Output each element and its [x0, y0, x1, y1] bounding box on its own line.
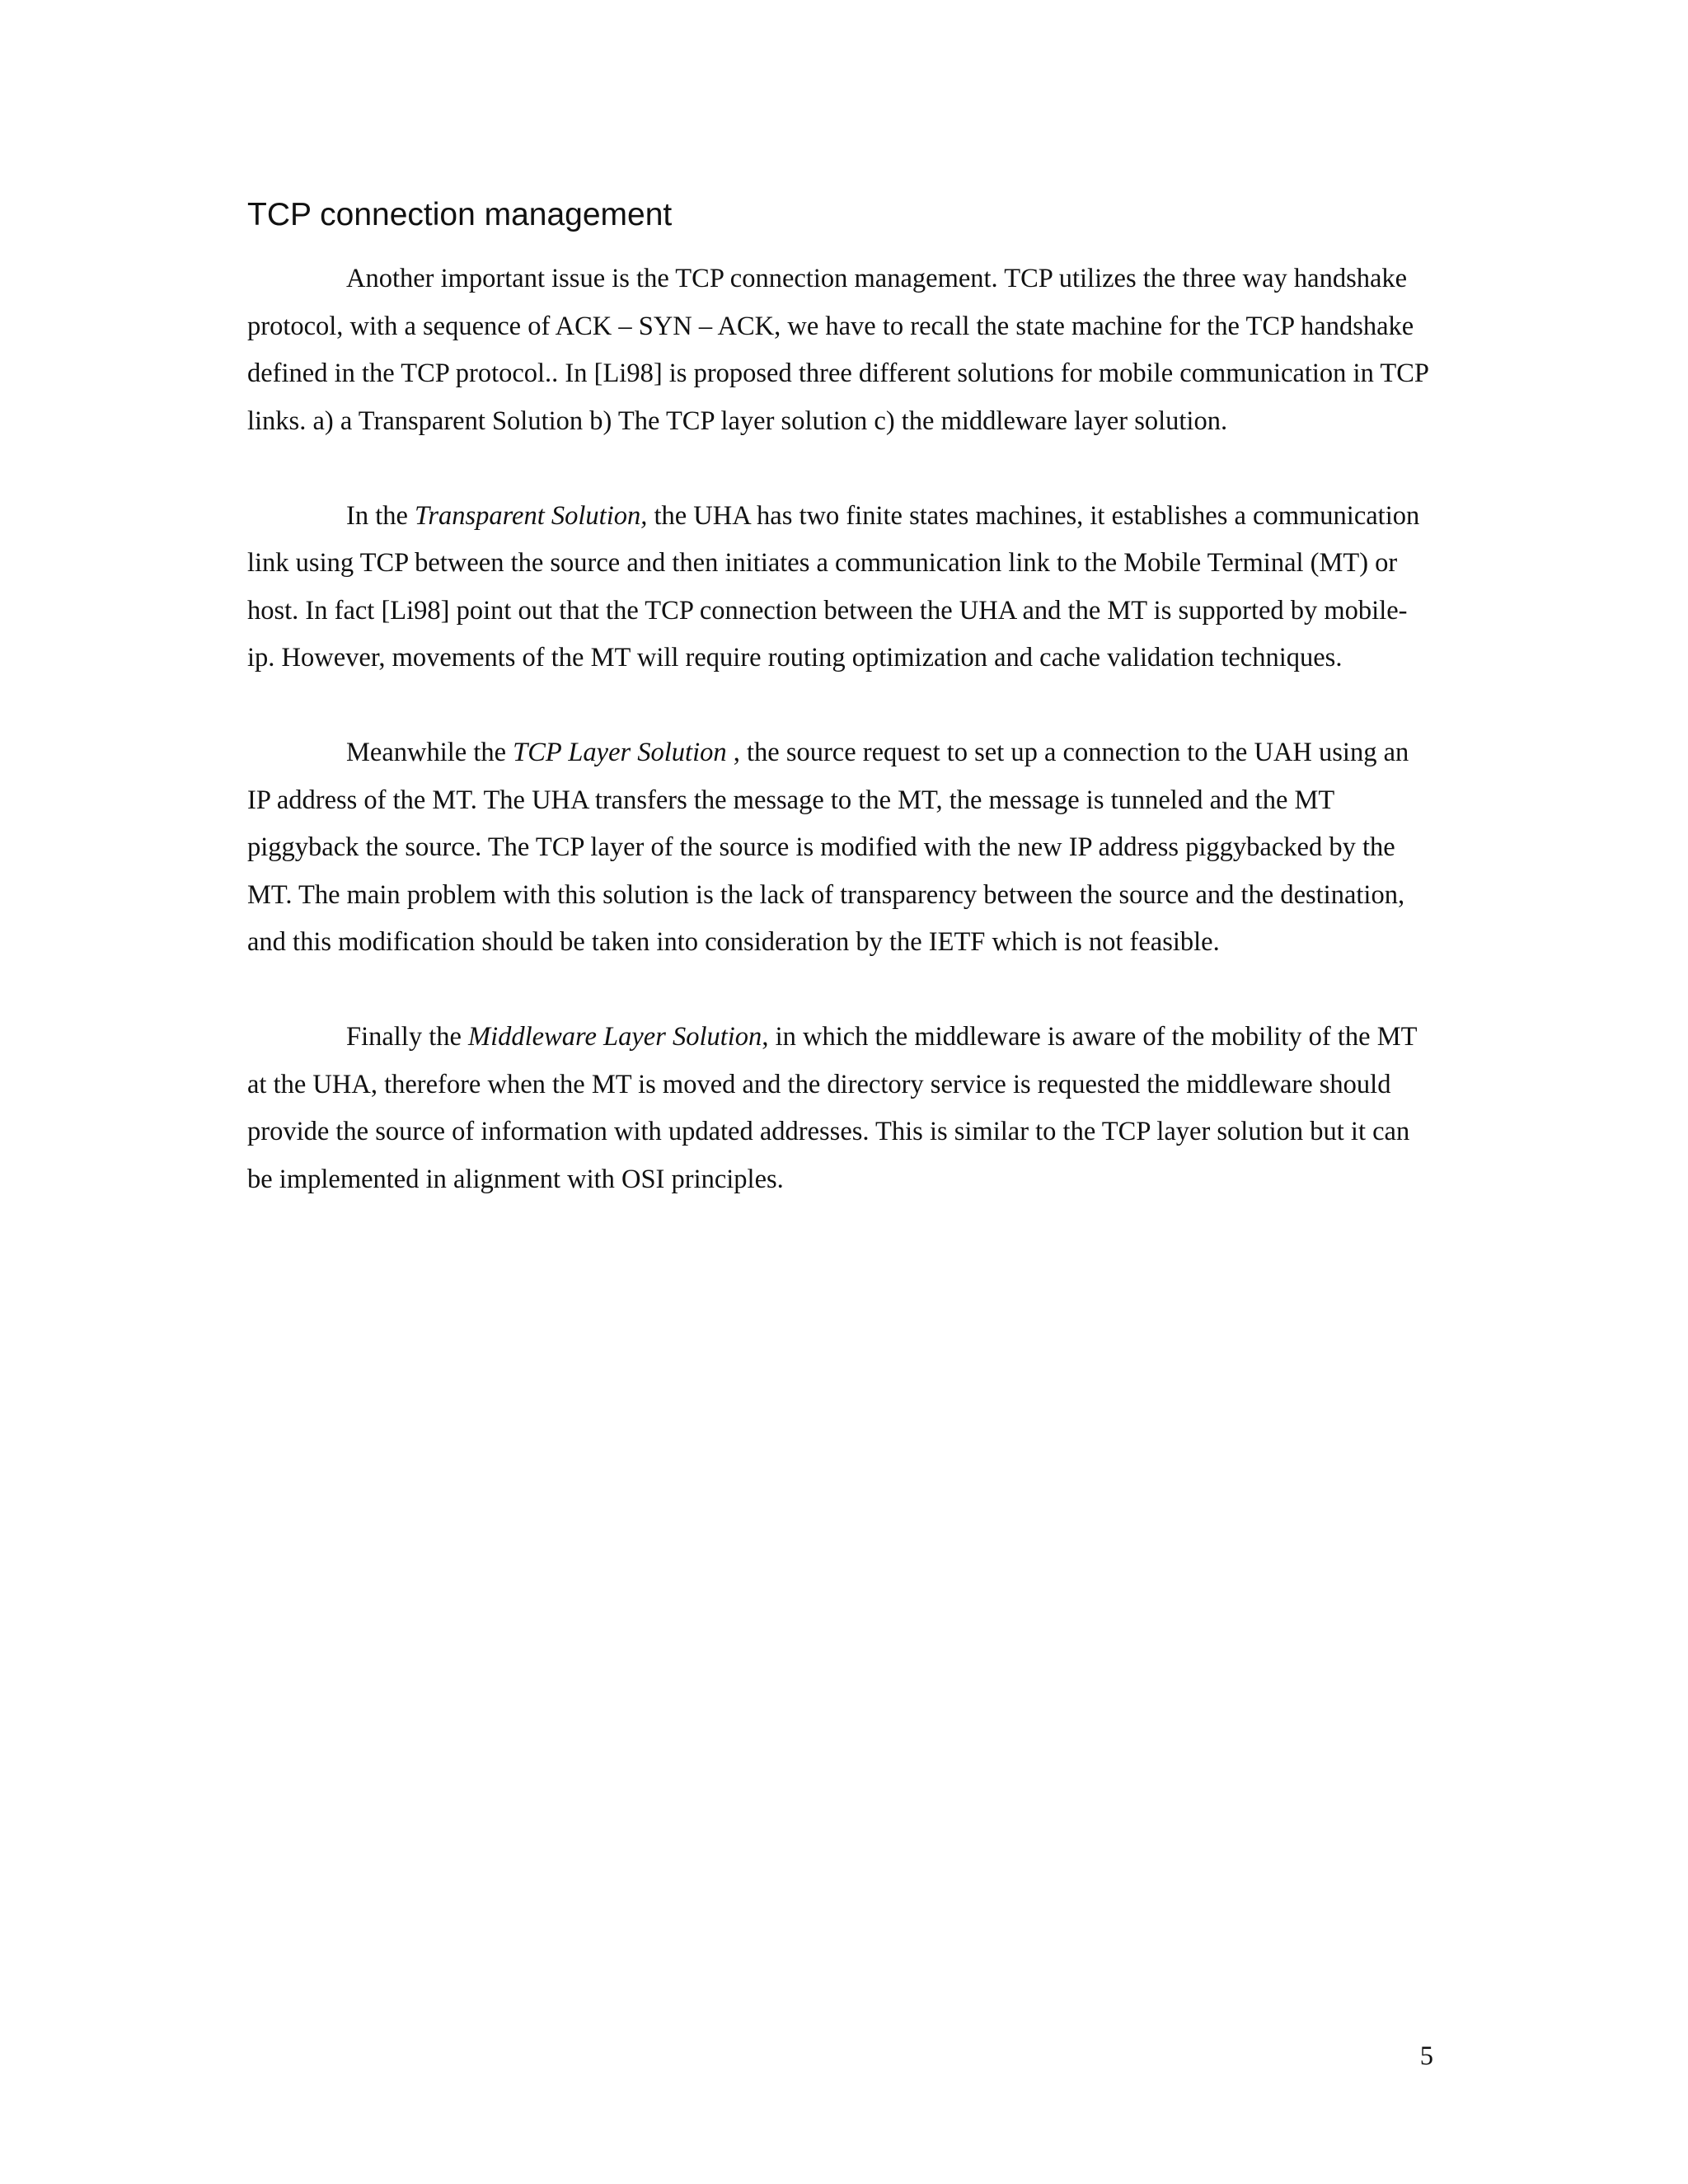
paragraph-text: Meanwhile the — [346, 738, 513, 767]
paragraph-emphasis: Middleware Layer Solution — [468, 1022, 762, 1052]
paragraph-text: Another important issue is the TCP connection management. TCP utilizes the three way handshake protocol, with a sequence of ACK – SYN – ACK, we have to recall the state machine for the TCP handshake defined in the TCP protocol.. In [Li98] is proposed three different solutions for mobile communication in TCP links. a) a Transparent Solution b) The TCP layer solution c) the middleware layer solution. — [247, 264, 1428, 436]
paragraph-tcp-layer-solution — [247, 729, 1434, 967]
paragraph-text: Finally the — [346, 1022, 469, 1052]
paragraph-text: In the — [346, 500, 415, 531]
section-heading: TCP connection management — [247, 197, 673, 232]
paragraph-emphasis: TCP Layer Solution — [513, 738, 727, 767]
paragraph-emphasis: Transparent Solution, — [415, 500, 648, 531]
paragraph-text: , the source request to set up a connection to the UAH using an IP address of the MT. The UHA transfers the message to the MT, the message is tunneled and the MT piggyback the source. The TCP layer of the source is modified with the new IP address piggybacked by the MT. The main problem with this solution is the lack of transparency between the source and the destination, and this modification should be taken into consideration by the IETF which is not feasible. — [247, 738, 1409, 957]
paragraph-intro — [247, 255, 1434, 445]
paragraph-text: , in which the middleware is aware of the mobility of the MT at the UHA, therefore when the MT is moved and the directory service is requested the middleware should provide the source of information with updated addresses. This is similar to the TCP layer solution but it can be implemented in alignment with OSI principles. — [247, 1022, 1417, 1194]
page-number: 5 — [1419, 2041, 1433, 2071]
body-text — [247, 255, 1434, 1203]
paragraph-transparent-solution — [247, 493, 1434, 682]
paragraph-middleware-layer-solution — [247, 1014, 1434, 1203]
paragraph-text: the UHA has two finite states machines, it establishes a communication link using TCP between the source and then initiates a communication link to the Mobile Terminal (MT) or host. In fact [Li98] point out that the TCP connection between the UHA and the MT is supported by mobile-ip. However, movements of the MT will require routing optimization and cache validation techniques. — [247, 500, 1420, 673]
